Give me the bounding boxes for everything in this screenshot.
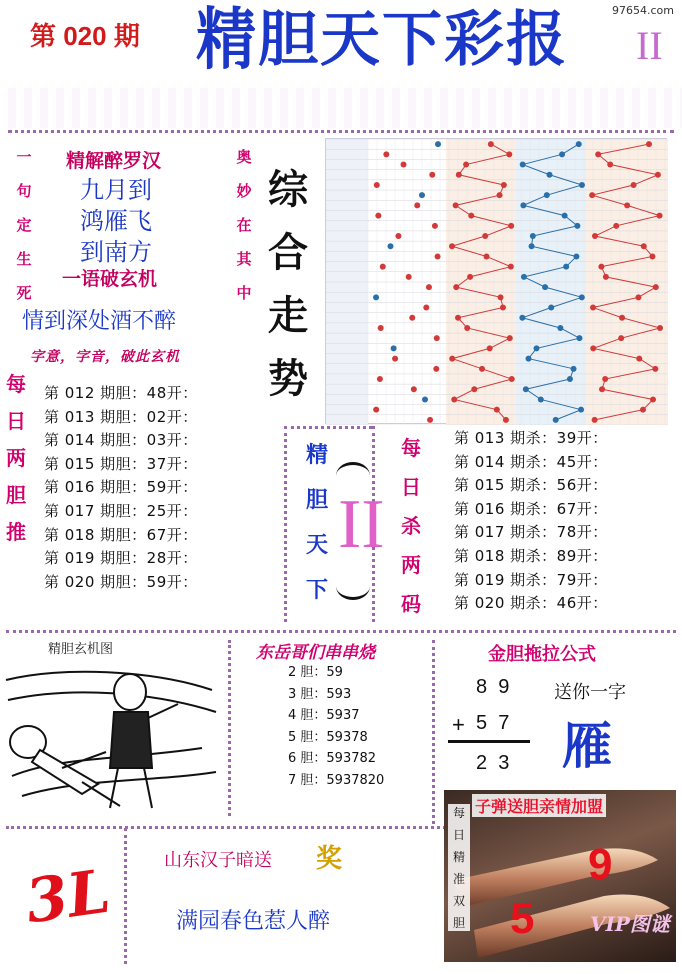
formula-operator: + bbox=[452, 712, 465, 737]
side-char: 死 bbox=[16, 284, 32, 302]
trend-mark bbox=[501, 182, 507, 188]
trend-mark bbox=[613, 223, 619, 229]
trend-mark bbox=[507, 335, 513, 341]
side-char: 定 bbox=[16, 216, 32, 234]
trend-mark bbox=[557, 325, 563, 331]
side-char: 句 bbox=[16, 182, 32, 200]
trend-mark bbox=[624, 202, 630, 208]
page-title bbox=[196, 0, 566, 80]
title-char: 精 bbox=[196, 0, 256, 80]
trend-mark bbox=[599, 386, 605, 392]
trend-mark bbox=[498, 294, 504, 300]
trend-char: 势 bbox=[268, 356, 308, 402]
poem-side-left bbox=[14, 146, 34, 303]
top-dotted-divider bbox=[8, 130, 674, 133]
trend-mark bbox=[649, 253, 655, 259]
trend-mark bbox=[655, 172, 661, 178]
trend-mark bbox=[503, 417, 509, 423]
prize-char: 奖 bbox=[316, 844, 343, 874]
poem-line-3: 到南方 bbox=[80, 238, 152, 266]
trend-mark bbox=[521, 274, 527, 280]
trend-mark bbox=[433, 366, 439, 372]
trend-mark bbox=[595, 151, 601, 157]
trend-mark bbox=[563, 264, 569, 270]
kill-row: 第 017 期杀：78开： bbox=[454, 523, 608, 542]
trend-mark bbox=[579, 182, 585, 188]
trend-mark bbox=[657, 213, 663, 219]
trend-mark bbox=[378, 325, 384, 331]
trend-mark bbox=[494, 407, 500, 413]
trend-mark bbox=[391, 345, 397, 351]
kill-row: 第 018 期杀：89开： bbox=[454, 546, 608, 565]
trend-mark bbox=[530, 233, 536, 239]
trend-mark bbox=[419, 192, 425, 198]
trend-mark bbox=[383, 151, 389, 157]
label-char: 码 bbox=[401, 592, 421, 616]
trend-mark bbox=[592, 417, 598, 423]
trend-chart-svg bbox=[326, 139, 668, 425]
trend-mark bbox=[529, 243, 535, 249]
daily-kill-list bbox=[454, 427, 608, 616]
trend-mark bbox=[429, 172, 435, 178]
side-char: 胆 bbox=[452, 916, 465, 930]
trend-mark bbox=[414, 202, 420, 208]
kill-row: 第 016 期杀：67开： bbox=[454, 499, 608, 518]
title-char: 胆 bbox=[258, 5, 318, 75]
mystery-picture bbox=[2, 656, 224, 816]
trend-mark bbox=[653, 284, 659, 290]
trend-mark bbox=[508, 223, 514, 229]
trend-mark bbox=[432, 223, 438, 229]
label-char: 胆 bbox=[6, 483, 26, 507]
trend-mark bbox=[468, 213, 474, 219]
brand-char: 天 bbox=[305, 533, 328, 558]
poem-hint: 一语破玄机 bbox=[62, 268, 158, 290]
trend-mark bbox=[406, 274, 412, 280]
center-frame-top bbox=[284, 426, 372, 429]
side-char: 一 bbox=[16, 148, 32, 166]
daily-dan-label bbox=[4, 368, 28, 545]
label-char: 两 bbox=[401, 553, 421, 577]
trend-char: 综 bbox=[268, 167, 308, 213]
label-char: 日 bbox=[6, 409, 26, 433]
trend-mark bbox=[467, 274, 473, 280]
chain-row: 3 胆：593 bbox=[288, 686, 352, 702]
dan-row: 第 016 期胆：59开： bbox=[44, 478, 198, 497]
vip-stamp: VIP图谜 bbox=[590, 912, 670, 936]
presenter-text: 山东汉子暗送 bbox=[164, 850, 272, 871]
trend-mark bbox=[636, 356, 642, 362]
daily-kill-label bbox=[398, 432, 424, 617]
trend-mark bbox=[435, 141, 441, 147]
trend-mark bbox=[635, 294, 641, 300]
riddle-text: 情到深处酒不醉 bbox=[22, 309, 177, 334]
brand-vertical bbox=[300, 438, 334, 604]
brand-roman: II bbox=[338, 486, 385, 563]
trend-mark bbox=[464, 325, 470, 331]
trend-mark bbox=[377, 376, 383, 382]
trend-mark bbox=[640, 407, 646, 413]
trend-mark bbox=[497, 192, 503, 198]
dan-row: 第 012 期胆：48开： bbox=[44, 384, 198, 402]
chain-list bbox=[288, 662, 384, 791]
poem-side-right bbox=[234, 146, 254, 303]
site-watermark: 97654.com bbox=[612, 4, 674, 17]
trend-mark bbox=[544, 192, 550, 198]
trend-mark bbox=[559, 151, 565, 157]
bullet-side-label bbox=[448, 804, 470, 931]
chain-right-divider bbox=[432, 640, 435, 824]
kill-row: 第 014 期杀：45开： bbox=[454, 452, 608, 471]
bullet-number-bottom: 5 bbox=[510, 894, 535, 943]
trend-mark bbox=[590, 305, 596, 311]
side-char: 其 bbox=[236, 250, 252, 268]
trend-mark bbox=[602, 376, 608, 382]
trend-mark bbox=[449, 356, 455, 362]
dan-row: 第 014 期胆：03开： bbox=[44, 431, 198, 450]
trend-mark bbox=[395, 233, 401, 239]
dan-row: 第 018 期胆：67开： bbox=[44, 525, 198, 544]
trend-mark bbox=[409, 315, 415, 321]
side-char: 在 bbox=[236, 216, 252, 234]
poem-line-1: 九月到 bbox=[80, 176, 152, 204]
trend-mark bbox=[456, 172, 462, 178]
trend-mark bbox=[574, 223, 580, 229]
kill-row: 第 020 期杀：46开： bbox=[454, 594, 608, 613]
trend-mark bbox=[373, 294, 379, 300]
issue-number: 第 020 期 bbox=[30, 21, 140, 51]
trend-mark bbox=[374, 182, 380, 188]
trend-mark bbox=[618, 335, 624, 341]
trend-mark bbox=[380, 264, 386, 270]
trend-mark bbox=[657, 325, 663, 331]
trend-mark bbox=[482, 233, 488, 239]
trend-mark bbox=[589, 192, 595, 198]
title-char: 彩 bbox=[444, 5, 504, 75]
side-char: 日 bbox=[452, 828, 465, 842]
trend-mark bbox=[509, 376, 515, 382]
trend-char: 走 bbox=[268, 293, 308, 339]
mystery-picture-title: 精胆玄机图 bbox=[48, 642, 114, 657]
trend-mark bbox=[542, 284, 548, 290]
bullet-panel bbox=[444, 790, 676, 962]
title-char: 报 bbox=[506, 5, 566, 75]
dan-row: 第 019 期胆：28开： bbox=[44, 549, 198, 568]
trend-char: 合 bbox=[268, 230, 308, 276]
side-char: 妙 bbox=[236, 182, 252, 200]
trend-mark bbox=[434, 335, 440, 341]
side-char: 奥 bbox=[236, 148, 252, 166]
trend-mark bbox=[453, 202, 459, 208]
label-char: 推 bbox=[6, 520, 26, 544]
side-char: 中 bbox=[236, 284, 252, 302]
kill-row: 第 013 期杀：39开： bbox=[454, 429, 608, 447]
trend-mark bbox=[603, 274, 609, 280]
brand-char: 胆 bbox=[305, 488, 328, 513]
trend-mark bbox=[500, 305, 506, 311]
trend-mark bbox=[548, 305, 554, 311]
formula-line-2: 5 7 bbox=[476, 712, 510, 734]
formula-line-1: 8 9 bbox=[476, 676, 510, 698]
bottom-phrase: 满园春色惹人醉 bbox=[176, 909, 331, 934]
trend-mark bbox=[562, 213, 568, 219]
dan-row: 第 015 期胆：37开： bbox=[44, 454, 198, 473]
trend-mark bbox=[652, 366, 658, 372]
side-char: 准 bbox=[452, 872, 465, 886]
trend-mark bbox=[598, 264, 604, 270]
trend-mark bbox=[401, 162, 407, 168]
title-char: 下 bbox=[382, 5, 442, 75]
trend-mark bbox=[392, 356, 398, 362]
mystery-illustration bbox=[2, 656, 224, 816]
title-roman: II bbox=[636, 23, 663, 68]
chain-row: 2 胆：59 bbox=[288, 665, 343, 680]
trend-mark bbox=[646, 141, 652, 147]
label-char: 杀 bbox=[401, 514, 421, 538]
chain-row: 4 胆：5937 bbox=[288, 708, 360, 723]
trend-mark bbox=[479, 366, 485, 372]
trend-mark bbox=[526, 356, 532, 362]
trend-mark bbox=[488, 141, 494, 147]
trend-mark bbox=[590, 345, 596, 351]
chain-row: 5 胆：59378 bbox=[288, 729, 368, 745]
trend-mark bbox=[579, 294, 585, 300]
trend-mark bbox=[573, 253, 579, 259]
bottom-dotted-divider bbox=[6, 826, 446, 829]
gift-label: 送你一字 bbox=[554, 682, 626, 703]
trend-mark bbox=[576, 141, 582, 147]
trend-mark bbox=[435, 253, 441, 259]
trend-mark bbox=[534, 345, 540, 351]
trend-mark bbox=[387, 243, 393, 249]
trend-mark bbox=[426, 284, 432, 290]
trend-mark bbox=[483, 253, 489, 259]
poem-line-2: 鸿雁飞 bbox=[80, 207, 152, 235]
trend-mark bbox=[520, 202, 526, 208]
title-char: 天 bbox=[320, 5, 380, 75]
trend-mark bbox=[567, 376, 573, 382]
label-char: 每 bbox=[401, 436, 421, 460]
trend-mark bbox=[423, 305, 429, 311]
label-char: 两 bbox=[6, 446, 26, 470]
label-char: 日 bbox=[401, 475, 421, 499]
trend-mark bbox=[578, 407, 584, 413]
trend-mark bbox=[373, 407, 379, 413]
side-char: 每 bbox=[452, 806, 465, 820]
trend-label bbox=[264, 158, 312, 404]
chain-row: 7 胆：5937820 bbox=[288, 772, 385, 788]
trend-mark bbox=[487, 345, 493, 351]
trend-mark bbox=[422, 396, 428, 402]
trend-mark bbox=[538, 396, 544, 402]
kill-row: 第 015 期杀：56开： bbox=[454, 476, 608, 495]
chain-row: 6 胆：593782 bbox=[288, 751, 377, 766]
bullet-title: 子弹送胆亲情加盟 bbox=[472, 794, 606, 817]
center-frame-left bbox=[284, 426, 287, 622]
kill-row: 第 019 期杀：79开： bbox=[454, 570, 608, 589]
trend-mark bbox=[571, 366, 577, 372]
picture-right-divider bbox=[228, 640, 231, 816]
trend-chart bbox=[325, 138, 667, 424]
poem-title: 精解醉罗汉 bbox=[66, 150, 162, 172]
trend-mark bbox=[375, 213, 381, 219]
side-char: 生 bbox=[16, 250, 32, 268]
formula-line-3: 2 3 bbox=[476, 752, 510, 774]
chain-title: 东岳哥们串串烧 bbox=[256, 643, 375, 663]
daily-dan-list bbox=[44, 382, 198, 594]
dan-row: 第 017 期胆：25开： bbox=[44, 501, 198, 520]
side-char: 双 bbox=[452, 894, 465, 908]
header-divider bbox=[0, 88, 682, 128]
brand-char: 精 bbox=[305, 443, 328, 468]
trend-mark bbox=[553, 417, 559, 423]
signature-mark: 3L bbox=[21, 856, 115, 938]
trend-mark bbox=[427, 417, 433, 423]
brand-char: 下 bbox=[305, 578, 328, 603]
formula-title: 金胆拖拉公式 bbox=[488, 644, 596, 665]
trend-mark bbox=[607, 162, 613, 168]
trend-mark bbox=[520, 162, 526, 168]
trend-mark bbox=[471, 386, 477, 392]
middle-dotted-divider bbox=[6, 630, 676, 633]
trend-mark bbox=[519, 315, 525, 321]
bottom-left-divider bbox=[124, 828, 127, 964]
trend-mark bbox=[455, 315, 461, 321]
side-char: 精 bbox=[452, 850, 465, 864]
dan-row: 第 020 期胆：59开： bbox=[44, 572, 198, 591]
trend-mark bbox=[508, 264, 514, 270]
trend-mark bbox=[641, 243, 647, 249]
trend-mark bbox=[453, 284, 459, 290]
trend-mark bbox=[463, 162, 469, 168]
trend-mark bbox=[451, 396, 457, 402]
bullet-number-top: 9 bbox=[588, 840, 613, 889]
riddle-note: 字意，字音，破此玄机 bbox=[30, 349, 180, 365]
trend-mark bbox=[631, 182, 637, 188]
trend-mark bbox=[547, 172, 553, 178]
trend-mark bbox=[650, 396, 656, 402]
trend-mark bbox=[449, 243, 455, 249]
label-char: 每 bbox=[6, 372, 26, 396]
trend-mark bbox=[506, 151, 512, 157]
trend-mark bbox=[576, 335, 582, 341]
formula-rule bbox=[448, 740, 530, 743]
trend-mark bbox=[411, 386, 417, 392]
gift-char: 雁 bbox=[562, 717, 612, 775]
trend-mark bbox=[523, 386, 529, 392]
trend-mark bbox=[619, 315, 625, 321]
trend-mark bbox=[592, 233, 598, 239]
dan-row: 第 013 期胆：02开： bbox=[44, 407, 198, 426]
